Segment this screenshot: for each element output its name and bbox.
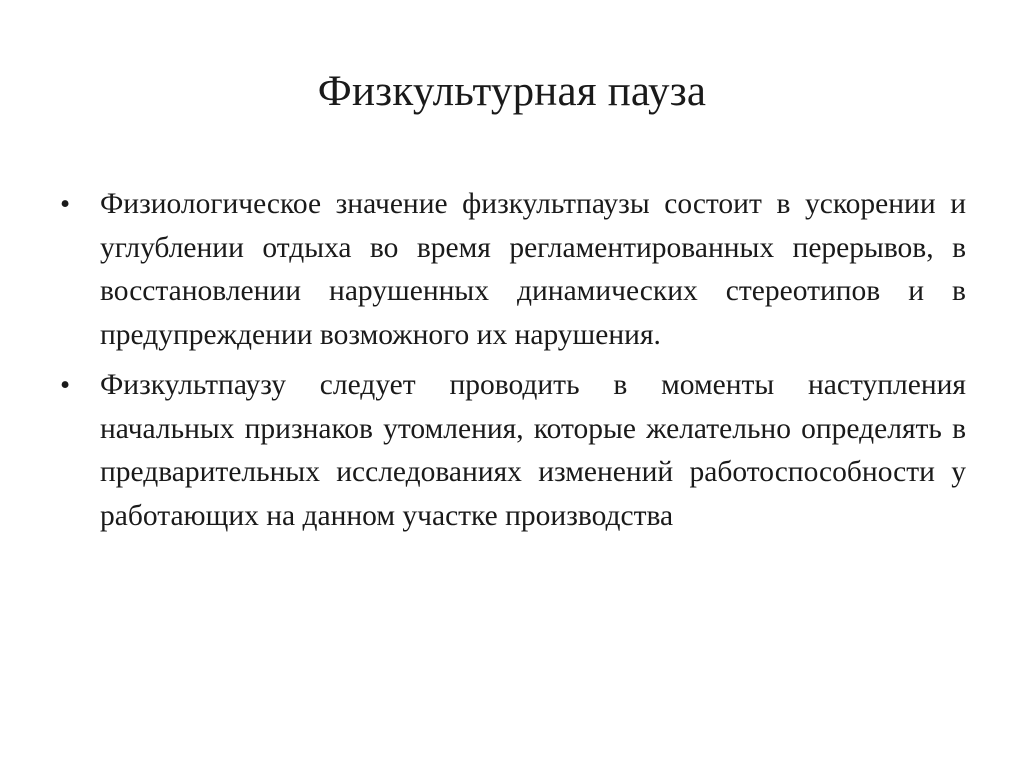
bullet-text: Физиологическое значение физкультпаузы состоит в ускорении и углублении отдыха во время регламентированных перерывов, в восстановлении нарушенных динамических стереотипов и в предупреждении возможного их нарушения.	[100, 188, 966, 351]
bullet-marker: •	[60, 188, 71, 220]
slide-title: Физкультурная пауза	[317, 68, 707, 115]
bullet-text: Физкультпаузу следует проводить в моменты наступления начальных признаков утомления, которые желательно определять в предварительных исследованиях изменений работоспособности у работающих на данном участке производства	[100, 369, 966, 532]
bullet-marker: •	[60, 369, 71, 401]
bullet-item	[60, 183, 966, 357]
bullet-item	[60, 364, 966, 538]
bullet-list	[60, 183, 966, 545]
